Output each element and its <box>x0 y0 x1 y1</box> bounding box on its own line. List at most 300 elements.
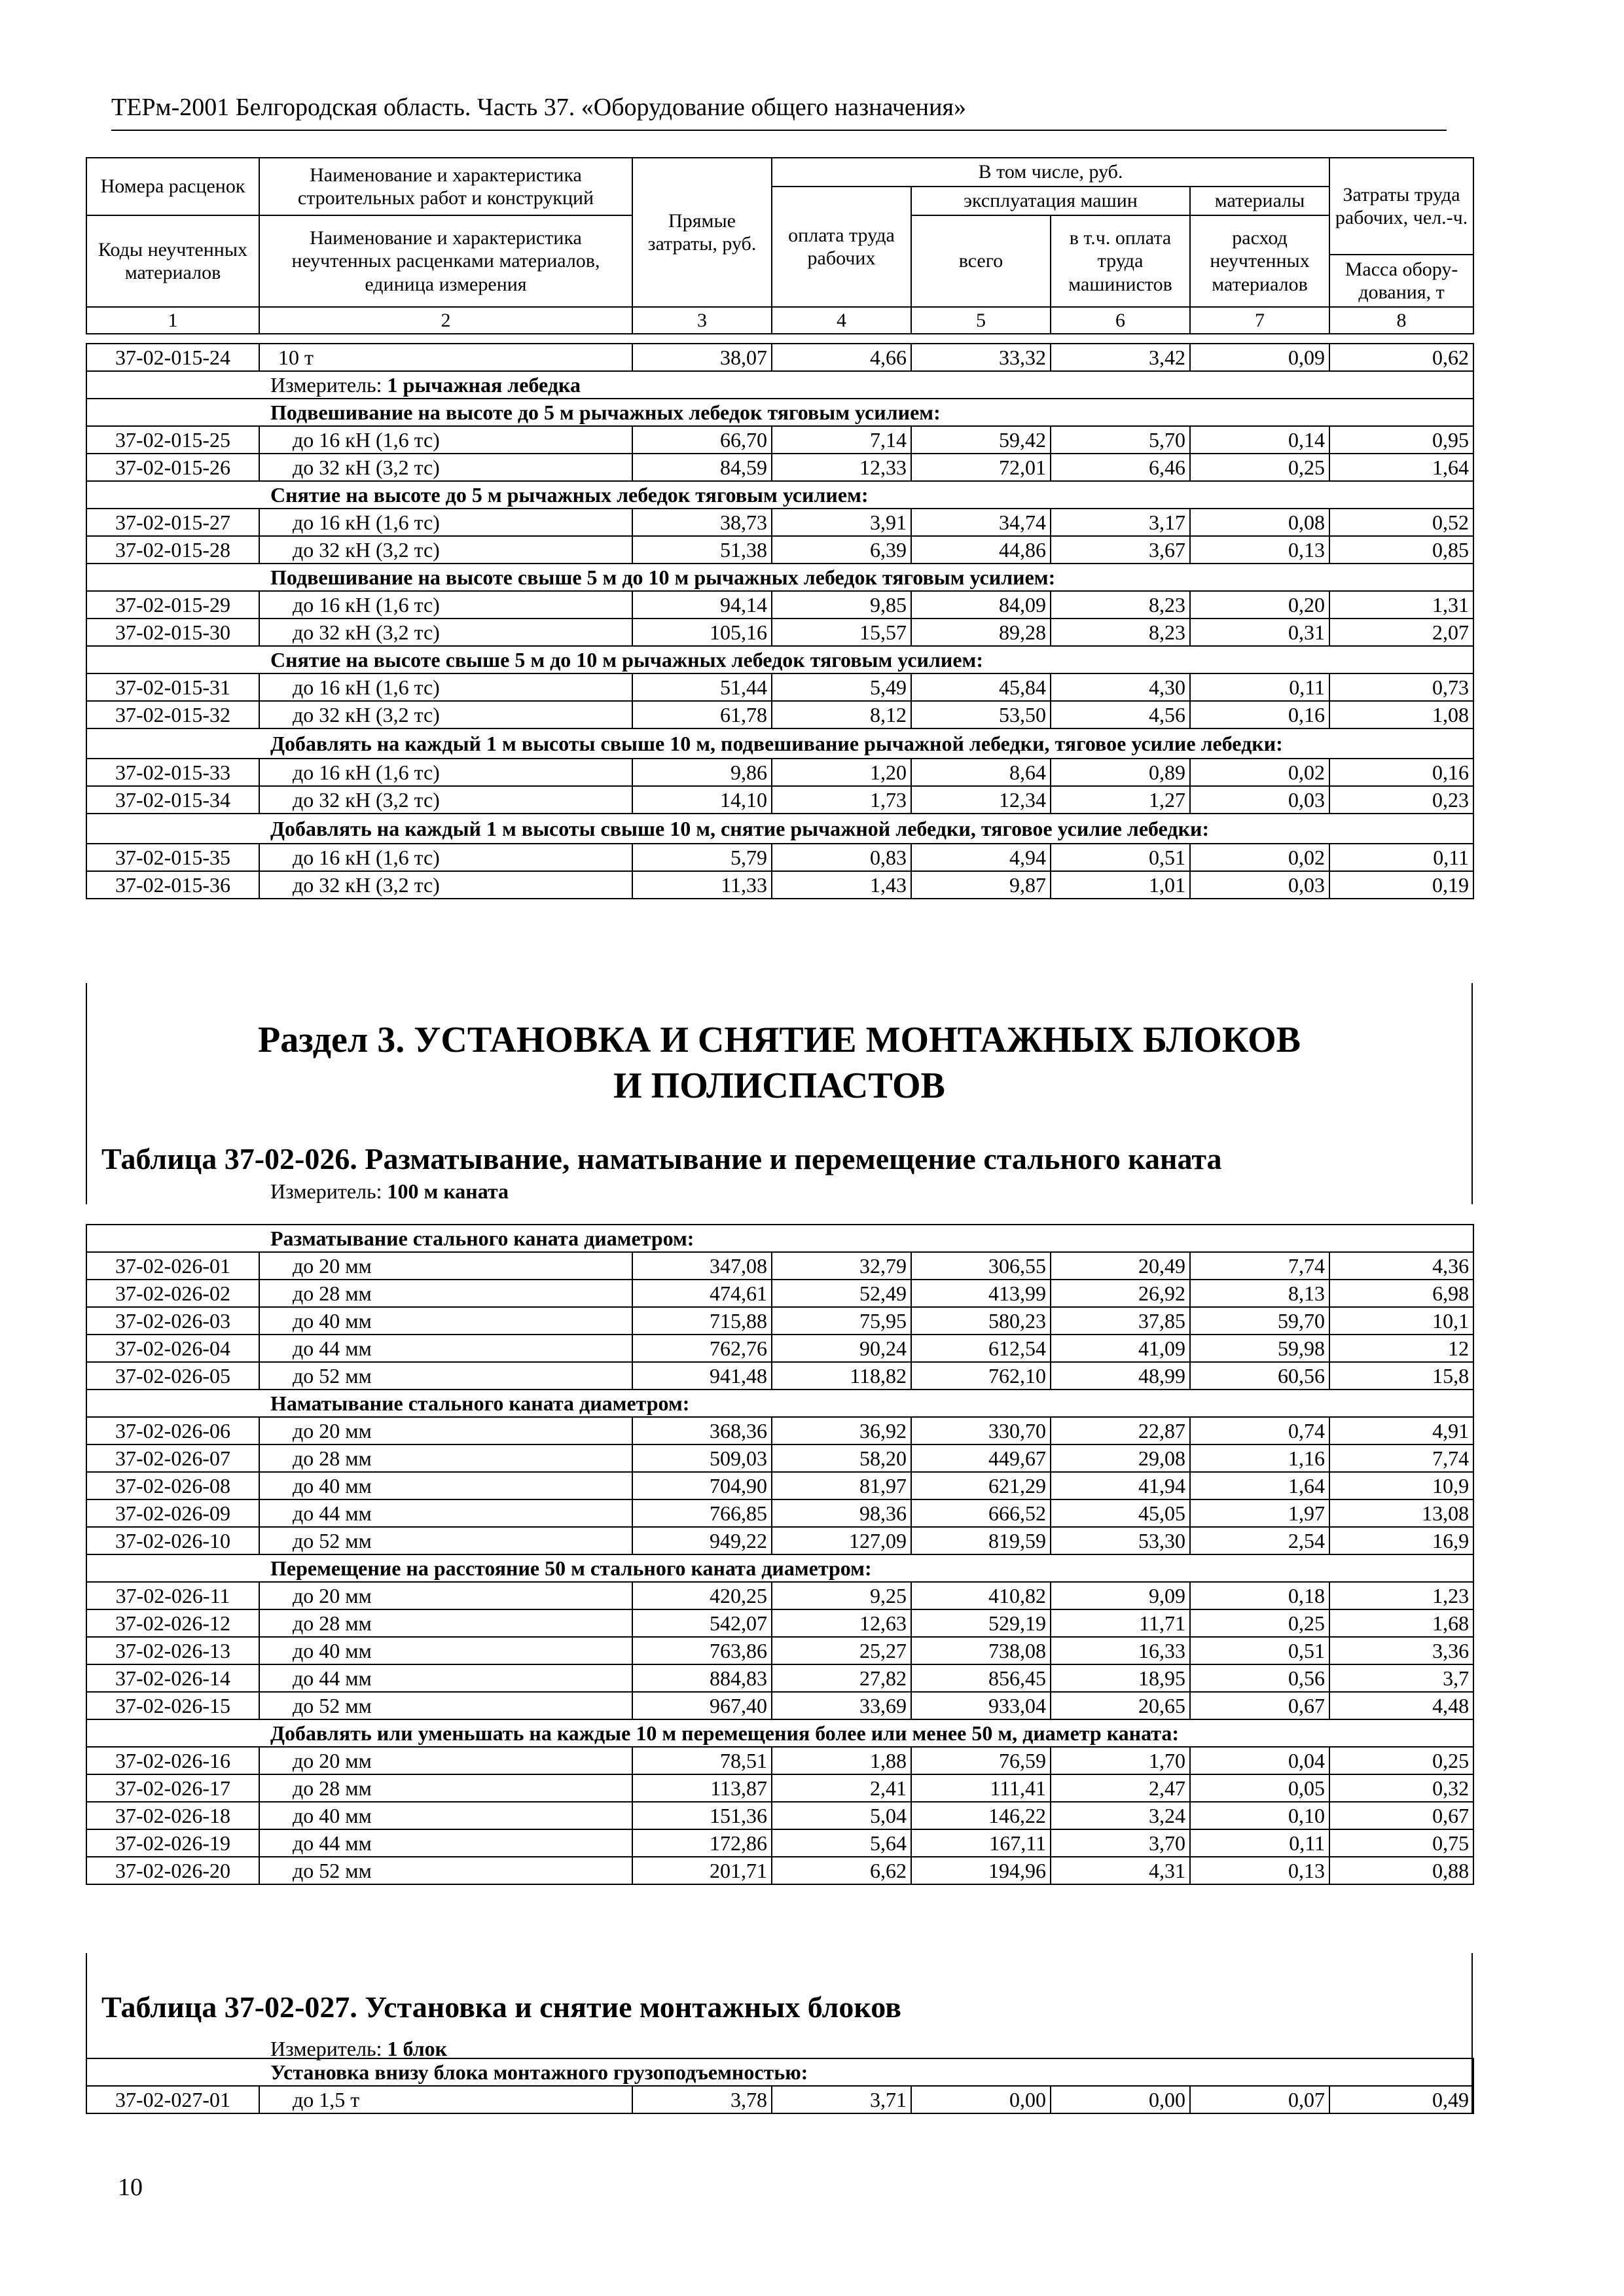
row-description: до 20 мм <box>259 1582 632 1609</box>
operator-pay: 29,08 <box>1051 1444 1190 1472</box>
worker-pay: 4,66 <box>772 344 911 371</box>
col-number: 4 <box>772 307 911 334</box>
operator-pay: 41,94 <box>1051 1472 1190 1499</box>
row-description: до 44 мм <box>259 1335 632 1362</box>
operator-pay: 3,67 <box>1051 536 1190 564</box>
col-header-materials: материалы <box>1190 187 1329 215</box>
row-description: до 32 кН (3,2 тс) <box>259 786 632 814</box>
equipment-mass: 1,64 <box>1329 454 1473 481</box>
equipment-mass: 0,52 <box>1329 509 1473 536</box>
machines-total: 738,08 <box>911 1637 1051 1664</box>
worker-pay: 98,36 <box>772 1499 911 1527</box>
operator-pay: 6,46 <box>1051 454 1190 481</box>
machines-total: 621,29 <box>911 1472 1051 1499</box>
direct-costs: 94,14 <box>632 591 772 619</box>
rate-code: 37-02-026-13 <box>86 1637 259 1664</box>
direct-costs: 78,51 <box>632 1747 772 1774</box>
labor-costs: 0,09 <box>1190 344 1329 371</box>
row-description: до 16 кН (1,6 тс) <box>259 509 632 536</box>
machines-total: 666,52 <box>911 1499 1051 1527</box>
rate-code: 37-02-026-15 <box>86 1692 259 1719</box>
machines-total: 529,19 <box>911 1609 1051 1637</box>
worker-pay: 9,85 <box>772 591 911 619</box>
worker-pay: 6,39 <box>772 536 911 564</box>
rate-code: 37-02-015-29 <box>86 591 259 619</box>
col-number: 2 <box>259 307 632 334</box>
operator-pay: 1,70 <box>1051 1747 1190 1774</box>
col-header-direct-costs: Прямые затраты, руб. <box>632 158 772 307</box>
measure-label: Измеритель: <box>270 373 382 397</box>
rate-code: 37-02-015-35 <box>86 844 259 871</box>
machines-total: 8,64 <box>911 759 1051 786</box>
labor-costs: 60,56 <box>1190 1362 1329 1390</box>
rate-code: 37-02-026-20 <box>86 1857 259 1884</box>
direct-costs: 151,36 <box>632 1802 772 1829</box>
direct-costs: 763,86 <box>632 1637 772 1664</box>
machines-total: 146,22 <box>911 1802 1051 1829</box>
direct-costs: 715,88 <box>632 1307 772 1335</box>
direct-costs: 66,70 <box>632 426 772 454</box>
labor-costs: 1,64 <box>1190 1472 1329 1499</box>
section-3-heading <box>86 983 1473 1107</box>
row-description: до 40 мм <box>259 1472 632 1499</box>
table-row <box>86 701 1473 728</box>
machines-total: 45,84 <box>911 673 1051 701</box>
machines-total: 410,82 <box>911 1582 1051 1609</box>
equipment-mass: 2,07 <box>1329 619 1473 646</box>
table-026 <box>86 1224 1473 1885</box>
machines-total: 9,87 <box>911 871 1051 899</box>
table-row <box>86 536 1473 564</box>
table-row <box>86 1335 1473 1362</box>
direct-costs: 509,03 <box>632 1444 772 1472</box>
rate-code: 37-02-026-18 <box>86 1802 259 1829</box>
table-row <box>86 1444 1473 1472</box>
col-header-rate-number: Номера расценок <box>86 158 259 215</box>
equipment-mass: 0,16 <box>1329 759 1473 786</box>
rate-code: 37-02-026-11 <box>86 1582 259 1609</box>
table-row <box>86 1802 1473 1829</box>
row-description: до 40 мм <box>259 1307 632 1335</box>
table-row <box>86 454 1473 481</box>
machines-total: 4,94 <box>911 844 1051 871</box>
machines-total: 12,34 <box>911 786 1051 814</box>
direct-costs: 762,76 <box>632 1335 772 1362</box>
labor-costs: 0,16 <box>1190 701 1329 728</box>
col-header-machines: эксплуатация машин <box>911 187 1190 215</box>
equipment-mass: 0,75 <box>1329 1829 1473 1857</box>
labor-costs: 0,74 <box>1190 1417 1329 1444</box>
equipment-mass: 10,9 <box>1329 1472 1473 1499</box>
worker-pay: 118,82 <box>772 1362 911 1390</box>
table-row <box>86 1637 1473 1664</box>
worker-pay: 12,33 <box>772 454 911 481</box>
direct-costs: 84,59 <box>632 454 772 481</box>
rate-code: 37-02-026-09 <box>86 1499 259 1527</box>
equipment-mass: 0,95 <box>1329 426 1473 454</box>
rate-code: 37-02-026-17 <box>86 1774 259 1802</box>
worker-pay: 52,49 <box>772 1280 911 1307</box>
equipment-mass: 6,98 <box>1329 1280 1473 1307</box>
operator-pay: 1,27 <box>1051 786 1190 814</box>
operator-pay: 16,33 <box>1051 1637 1190 1664</box>
direct-costs: 172,86 <box>632 1829 772 1857</box>
labor-costs: 0,13 <box>1190 536 1329 564</box>
col-header-including: В том числе, руб. <box>772 158 1329 187</box>
col-number: 6 <box>1051 307 1190 334</box>
machines-total: 167,11 <box>911 1829 1051 1857</box>
row-description: до 16 кН (1,6 тс) <box>259 426 632 454</box>
rate-code: 37-02-026-01 <box>86 1252 259 1280</box>
measure-label: Измеритель: <box>270 2037 382 2060</box>
group-caption: Подвешивание на высоте до 5 м рычажных лебедок тяговым усилием: <box>86 399 1473 426</box>
operator-pay: 11,71 <box>1051 1609 1190 1637</box>
operator-pay: 4,56 <box>1051 701 1190 728</box>
equipment-mass: 7,74 <box>1329 1444 1473 1472</box>
worker-pay: 12,63 <box>772 1609 911 1637</box>
machines-total: 111,41 <box>911 1774 1051 1802</box>
section-title: Раздел 3. УСТАНОВКА И СНЯТИЕ МОНТАЖНЫХ БЛОКОВ И ПОЛИСПАСТОВ <box>258 1020 1301 1106</box>
labor-costs: 0,56 <box>1190 1664 1329 1692</box>
labor-costs: 59,98 <box>1190 1335 1329 1362</box>
equipment-mass: 1,08 <box>1329 701 1473 728</box>
labor-costs: 0,07 <box>1190 2086 1329 2113</box>
operator-pay: 5,70 <box>1051 426 1190 454</box>
col-header-labor-costs: Затраты труда рабочих, чел.-ч. <box>1329 158 1473 255</box>
table-027 <box>86 2058 1473 2114</box>
equipment-mass: 16,9 <box>1329 1527 1473 1554</box>
rate-code: 37-02-026-10 <box>86 1527 259 1554</box>
row-description: до 16 кН (1,6 тс) <box>259 844 632 871</box>
row-description: до 32 кН (3,2 тс) <box>259 536 632 564</box>
direct-costs: 201,71 <box>632 1857 772 1884</box>
table-row <box>86 871 1473 899</box>
operator-pay: 0,51 <box>1051 844 1190 871</box>
operator-pay: 4,30 <box>1051 673 1190 701</box>
table-026-heading <box>86 1107 1473 1204</box>
operator-pay: 0,89 <box>1051 759 1190 786</box>
row-description: до 28 мм <box>259 1609 632 1637</box>
direct-costs: 967,40 <box>632 1692 772 1719</box>
machines-total: 34,74 <box>911 509 1051 536</box>
group-caption: Установка внизу блока монтажного грузоподъемностью: <box>86 2058 1473 2086</box>
table-row <box>86 1609 1473 1637</box>
labor-costs: 0,20 <box>1190 591 1329 619</box>
table-title: Таблица 37-02-027. Установка и снятие монтажных блоков <box>101 1990 901 2024</box>
worker-pay: 5,64 <box>772 1829 911 1857</box>
direct-costs: 5,79 <box>632 844 772 871</box>
row-description: до 32 кН (3,2 тс) <box>259 871 632 899</box>
rate-code: 37-02-026-12 <box>86 1609 259 1637</box>
rate-code: 37-02-026-19 <box>86 1829 259 1857</box>
equipment-mass: 0,23 <box>1329 786 1473 814</box>
equipment-mass: 4,36 <box>1329 1252 1473 1280</box>
table-015-continued <box>86 343 1473 899</box>
labor-costs: 0,02 <box>1190 759 1329 786</box>
rate-code: 37-02-015-30 <box>86 619 259 646</box>
rate-code: 37-02-026-04 <box>86 1335 259 1362</box>
equipment-mass: 0,62 <box>1329 344 1473 371</box>
equipment-mass: 0,25 <box>1329 1747 1473 1774</box>
table-row <box>86 1499 1473 1527</box>
row-description: до 20 мм <box>259 1417 632 1444</box>
worker-pay: 1,20 <box>772 759 911 786</box>
machines-total: 856,45 <box>911 1664 1051 1692</box>
worker-pay: 1,88 <box>772 1747 911 1774</box>
group-caption-row <box>86 1719 1473 1747</box>
group-caption: Добавлять на каждый 1 м высоты свыше 10 м, подвешивание рычажной лебедки, тяговое усилие лебедки: <box>86 728 1473 759</box>
rate-code: 37-02-026-16 <box>86 1747 259 1774</box>
direct-costs: 704,90 <box>632 1472 772 1499</box>
labor-costs: 7,74 <box>1190 1252 1329 1280</box>
header-divider <box>111 130 1447 131</box>
machines-total: 580,23 <box>911 1307 1051 1335</box>
rate-code: 37-02-015-26 <box>86 454 259 481</box>
row-description: до 52 мм <box>259 1857 632 1884</box>
machines-total: 59,42 <box>911 426 1051 454</box>
labor-costs: 0,05 <box>1190 1774 1329 1802</box>
table-header <box>86 157 1473 334</box>
rate-code: 37-02-026-07 <box>86 1444 259 1472</box>
col-number: 5 <box>911 307 1051 334</box>
row-description: до 16 кН (1,6 тс) <box>259 673 632 701</box>
table-row <box>86 1857 1473 1884</box>
equipment-mass: 3,7 <box>1329 1664 1473 1692</box>
labor-costs: 1,16 <box>1190 1444 1329 1472</box>
operator-pay: 26,92 <box>1051 1280 1190 1307</box>
table-title: Таблица 37-02-026. Разматывание, наматывание и перемещение стального каната <box>101 1142 1222 1175</box>
rate-code: 37-02-026-05 <box>86 1362 259 1390</box>
group-caption: Перемещение на расстояние 50 м стального каната диаметром: <box>86 1554 1473 1582</box>
operator-pay: 22,87 <box>1051 1417 1190 1444</box>
row-description: до 28 мм <box>259 1280 632 1307</box>
equipment-mass: 15,8 <box>1329 1362 1473 1390</box>
row-description: до 40 мм <box>259 1802 632 1829</box>
operator-pay: 8,23 <box>1051 619 1190 646</box>
measure-value: 1 рычажная лебедка <box>387 373 581 397</box>
rate-code: 37-02-015-34 <box>86 786 259 814</box>
col-header-material-consumption: расход неучтенных материалов <box>1190 215 1329 307</box>
group-caption-row <box>86 481 1473 509</box>
group-caption-row <box>86 2058 1473 2086</box>
equipment-mass: 0,49 <box>1329 2086 1473 2113</box>
row-description: до 16 кН (1,6 тс) <box>259 759 632 786</box>
worker-pay: 9,25 <box>772 1582 911 1609</box>
table-row <box>86 1527 1473 1554</box>
worker-pay: 81,97 <box>772 1472 911 1499</box>
row-description: до 52 мм <box>259 1692 632 1719</box>
machines-total: 612,54 <box>911 1335 1051 1362</box>
table-row <box>86 759 1473 786</box>
worker-pay: 2,41 <box>772 1774 911 1802</box>
group-caption-row <box>86 646 1473 673</box>
document-title: ТЕРм-2001 Белгородская область. Часть 37. «Оборудование общего назначения» <box>111 94 966 121</box>
direct-costs: 51,44 <box>632 673 772 701</box>
group-caption: Подвешивание на высоте свыше 5 м до 10 м рычажных лебедок тяговым усилием: <box>86 564 1473 591</box>
operator-pay: 41,09 <box>1051 1335 1190 1362</box>
machines-total: 306,55 <box>911 1252 1051 1280</box>
rate-code: 37-02-015-32 <box>86 701 259 728</box>
direct-costs: 105,16 <box>632 619 772 646</box>
worker-pay: 8,12 <box>772 701 911 728</box>
table-row <box>86 1582 1473 1609</box>
labor-costs: 0,10 <box>1190 1802 1329 1829</box>
row-description: до 32 кН (3,2 тс) <box>259 454 632 481</box>
rate-code: 37-02-026-03 <box>86 1307 259 1335</box>
table-row <box>86 619 1473 646</box>
equipment-mass: 0,67 <box>1329 1802 1473 1829</box>
table-row <box>86 1280 1473 1307</box>
operator-pay: 37,85 <box>1051 1307 1190 1335</box>
col-header-equipment-mass: Масса обору-дования, т <box>1329 255 1473 307</box>
machines-total: 0,00 <box>911 2086 1051 2113</box>
group-caption-row <box>86 1390 1473 1417</box>
direct-costs: 9,86 <box>632 759 772 786</box>
group-caption-row <box>86 814 1473 844</box>
table-row <box>86 1664 1473 1692</box>
equipment-mass: 10,1 <box>1329 1307 1473 1335</box>
row-description: до 40 мм <box>259 1637 632 1664</box>
operator-pay: 8,23 <box>1051 591 1190 619</box>
labor-costs: 0,67 <box>1190 1692 1329 1719</box>
group-caption-row <box>86 564 1473 591</box>
direct-costs: 38,07 <box>632 344 772 371</box>
worker-pay: 6,62 <box>772 1857 911 1884</box>
worker-pay: 33,69 <box>772 1692 911 1719</box>
measure-label: Измеритель: <box>270 1179 382 1203</box>
equipment-mass: 0,88 <box>1329 1857 1473 1884</box>
machines-total: 762,10 <box>911 1362 1051 1390</box>
operator-pay: 20,65 <box>1051 1692 1190 1719</box>
equipment-mass: 13,08 <box>1329 1499 1473 1527</box>
worker-pay: 1,43 <box>772 871 911 899</box>
worker-pay: 15,57 <box>772 619 911 646</box>
operator-pay: 2,47 <box>1051 1774 1190 1802</box>
worker-pay: 75,95 <box>772 1307 911 1335</box>
table-row <box>86 1472 1473 1499</box>
machines-total: 33,32 <box>911 344 1051 371</box>
labor-costs: 59,70 <box>1190 1307 1329 1335</box>
machines-total: 84,09 <box>911 591 1051 619</box>
labor-costs: 0,14 <box>1190 426 1329 454</box>
direct-costs: 38,73 <box>632 509 772 536</box>
machines-total: 53,50 <box>911 701 1051 728</box>
labor-costs: 0,13 <box>1190 1857 1329 1884</box>
page-number: 10 <box>118 2174 143 2201</box>
worker-pay: 27,82 <box>772 1664 911 1692</box>
direct-costs: 884,83 <box>632 1664 772 1692</box>
group-caption: Снятие на высоте свыше 5 м до 10 м рычажных лебедок тяговым усилием: <box>86 646 1473 673</box>
labor-costs: 0,11 <box>1190 673 1329 701</box>
worker-pay: 5,49 <box>772 673 911 701</box>
equipment-mass: 1,23 <box>1329 1582 1473 1609</box>
worker-pay: 7,14 <box>772 426 911 454</box>
rate-code: 37-02-015-28 <box>86 536 259 564</box>
labor-costs: 0,03 <box>1190 786 1329 814</box>
worker-pay: 36,92 <box>772 1417 911 1444</box>
worker-pay: 90,24 <box>772 1335 911 1362</box>
group-caption-row <box>86 1554 1473 1582</box>
operator-pay: 3,24 <box>1051 1802 1190 1829</box>
labor-costs: 1,97 <box>1190 1499 1329 1527</box>
group-caption-row <box>86 399 1473 426</box>
row-description: до 16 кН (1,6 тс) <box>259 591 632 619</box>
labor-costs: 0,18 <box>1190 1582 1329 1609</box>
table-row <box>86 1307 1473 1335</box>
col-number: 1 <box>86 307 259 334</box>
rate-code: 37-02-015-25 <box>86 426 259 454</box>
operator-pay: 1,01 <box>1051 871 1190 899</box>
group-caption: Разматывание стального каната диаметром: <box>86 1225 1473 1252</box>
direct-costs: 474,61 <box>632 1280 772 1307</box>
labor-costs: 0,31 <box>1190 619 1329 646</box>
group-caption-row <box>86 728 1473 759</box>
equipment-mass: 1,31 <box>1329 591 1473 619</box>
labor-costs: 0,25 <box>1190 1609 1329 1637</box>
operator-pay: 20,49 <box>1051 1252 1190 1280</box>
col-header-operator-pay: в т.ч. оплата труда машинистов <box>1051 215 1190 307</box>
table-row <box>86 673 1473 701</box>
operator-pay: 18,95 <box>1051 1664 1190 1692</box>
direct-costs: 766,85 <box>632 1499 772 1527</box>
labor-costs: 0,08 <box>1190 509 1329 536</box>
operator-pay: 45,05 <box>1051 1499 1190 1527</box>
equipment-mass: 0,19 <box>1329 871 1473 899</box>
labor-costs: 0,51 <box>1190 1637 1329 1664</box>
operator-pay: 0,00 <box>1051 2086 1190 2113</box>
measure-value: 1 блок <box>387 2037 448 2060</box>
row-description: до 52 мм <box>259 1527 632 1554</box>
row-description: до 44 мм <box>259 1664 632 1692</box>
equipment-mass: 4,91 <box>1329 1417 1473 1444</box>
table-row <box>86 786 1473 814</box>
labor-costs: 2,54 <box>1190 1527 1329 1554</box>
worker-pay: 0,83 <box>772 844 911 871</box>
direct-costs: 3,78 <box>632 2086 772 2113</box>
equipment-mass: 0,11 <box>1329 844 1473 871</box>
col-header-work-name: Наименование и характеристика строительных работ и конструкций <box>259 158 632 215</box>
operator-pay: 3,70 <box>1051 1829 1190 1857</box>
rate-code: 37-02-026-06 <box>86 1417 259 1444</box>
labor-costs: 0,02 <box>1190 844 1329 871</box>
worker-pay: 127,09 <box>772 1527 911 1554</box>
equipment-mass: 12 <box>1329 1335 1473 1362</box>
direct-costs: 941,48 <box>632 1362 772 1390</box>
rate-code: 37-02-026-14 <box>86 1664 259 1692</box>
group-caption: Добавлять или уменьшать на каждые 10 м перемещения более или менее 50 м, диаметр каната: <box>86 1719 1473 1747</box>
operator-pay: 3,17 <box>1051 509 1190 536</box>
row-description: до 20 мм <box>259 1252 632 1280</box>
worker-pay: 3,71 <box>772 2086 911 2113</box>
machines-total: 44,86 <box>911 536 1051 564</box>
table-row <box>86 1747 1473 1774</box>
col-number: 3 <box>632 307 772 334</box>
table-row <box>86 2086 1473 2113</box>
direct-costs: 420,25 <box>632 1582 772 1609</box>
direct-costs: 61,78 <box>632 701 772 728</box>
direct-costs: 11,33 <box>632 871 772 899</box>
labor-costs: 0,03 <box>1190 871 1329 899</box>
col-header-machines-total: всего <box>911 215 1051 307</box>
machines-total: 449,67 <box>911 1444 1051 1472</box>
col-header-material-codes: Коды неучтенных материалов <box>86 215 259 307</box>
rate-code: 37-02-015-24 <box>86 344 259 371</box>
row-description: до 52 мм <box>259 1362 632 1390</box>
equipment-mass: 0,85 <box>1329 536 1473 564</box>
rate-code: 37-02-015-33 <box>86 759 259 786</box>
measure-row <box>86 371 1473 399</box>
equipment-mass: 4,48 <box>1329 1692 1473 1719</box>
